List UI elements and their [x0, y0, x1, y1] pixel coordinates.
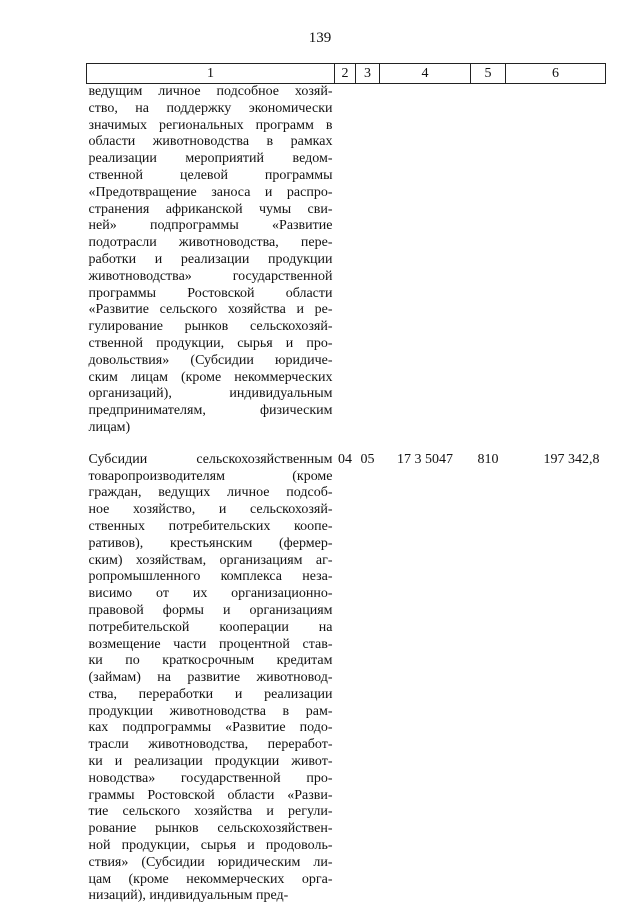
- description-line: довольствия» (Субсидии юридиче-: [88, 352, 333, 368]
- section-code: [335, 84, 356, 437]
- description-line: ративов), крестьянским (фермер-: [88, 535, 333, 551]
- description-line: программы Ростовской области: [88, 285, 333, 301]
- description-line: трасли животноводства, переработ-: [88, 737, 333, 753]
- table-row: [87, 84, 606, 437]
- column-header-6: 6: [506, 64, 606, 84]
- description-line: предпринимателям, физическим: [88, 403, 333, 419]
- description-line: (займам) на развитие животновод-: [88, 670, 333, 686]
- description-line: правовой формы и организациям: [88, 602, 333, 618]
- description-line: ках подпрограммы «Развитие подо-: [88, 720, 333, 736]
- description-line: ропромышленного комплекса неза-: [88, 569, 333, 585]
- description-line: «Предотвращение заноса и распро-: [88, 184, 333, 200]
- description-line: граммы Ростовской области «Разви-: [88, 787, 333, 803]
- description-line: висимо от их организационно-: [88, 586, 333, 602]
- row-description: [87, 84, 335, 437]
- description-line: области животноводства в рамках: [88, 134, 333, 150]
- description-line: ство, на поддержку экономически: [88, 100, 333, 116]
- description-line: подотрасли животноводства, пере-: [88, 235, 333, 251]
- description-line: товаропроизводителям (кроме: [88, 468, 333, 484]
- description-line: возмещение части процентной став-: [88, 636, 333, 652]
- section-code: 04: [338, 451, 352, 467]
- target-article-code: [380, 84, 471, 437]
- description-line: тие сельского хозяйства и регули-: [88, 804, 333, 820]
- column-header-5: 5: [471, 64, 506, 84]
- description-line: работки и реализации продукции: [88, 251, 333, 267]
- amount: [506, 84, 606, 437]
- subsection-code: [356, 84, 380, 437]
- description-line: ским лицам (кроме некоммерческих: [88, 369, 333, 385]
- description-line: ной продукции, сырья и продоволь-: [88, 838, 333, 854]
- description-line: ственных потребительских коопе-: [88, 518, 333, 534]
- column-header-3: 3: [356, 64, 380, 84]
- column-header-4: 4: [380, 64, 471, 84]
- description-line: ственной продукции, сырья и про-: [88, 335, 333, 351]
- description-line: ства, переработки и реализации: [88, 686, 333, 702]
- description-line: новодства» государственной про-: [88, 770, 333, 786]
- description-line: потребительской кооперации на: [88, 619, 333, 635]
- description-line: животноводства» государственной: [88, 268, 333, 284]
- subsection-code: 05: [360, 451, 375, 467]
- description-line: низаций), индивидуальным пред-: [88, 888, 289, 904]
- description-line: организаций), индивидуальным: [88, 386, 333, 402]
- description-line: граждан, ведущих личное подсоб-: [88, 485, 333, 501]
- description-line: ствия» (Субсидии юридическим ли-: [88, 854, 333, 870]
- target-article-code: 17 3 5047: [397, 451, 453, 467]
- page-number: 139: [308, 30, 332, 46]
- description-line: «Развитие сельского хозяйства и ре-: [88, 302, 333, 318]
- description-line: ней» подпрограммы «Развитие: [88, 218, 333, 234]
- description-line: рование рынков сельскохозяйствен-: [88, 821, 333, 837]
- description-line: ским) хозяйствам, организациям аг-: [88, 552, 333, 568]
- description-line: странения африканской чумы сви-: [88, 201, 333, 217]
- description-line: ственной целевой программы: [88, 167, 333, 183]
- expense-type-code: [471, 84, 506, 437]
- table-row: [87, 452, 606, 905]
- description-line: ки и реализации продукции живот-: [88, 754, 333, 770]
- description-line: реализации мероприятий ведом-: [88, 151, 333, 167]
- budget-table: [86, 63, 606, 905]
- expense-type-code: 810: [477, 451, 499, 467]
- column-header-2: 2: [335, 64, 356, 84]
- description-line: продукции животноводства в рам-: [88, 703, 333, 719]
- description-line: значимых региональных программ в: [88, 117, 333, 133]
- description-line: ное хозяйство, и сельскохозяй-: [88, 502, 333, 518]
- description-line: ведущим личное подсобное хозяй-: [88, 84, 333, 99]
- description-line: ки по краткосрочным кредитам: [88, 653, 333, 669]
- row-gap: [87, 437, 606, 452]
- description-line: цам (кроме некоммерческих орга-: [88, 871, 333, 887]
- row-description: [87, 452, 335, 905]
- table-header-row: [87, 64, 606, 84]
- amount: 197 342,8: [543, 451, 600, 467]
- description-line: Субсидии сельскохозяйственным: [88, 451, 333, 467]
- description-line: гулирование рынков сельскохозяй-: [88, 319, 333, 335]
- column-header-1: 1: [87, 64, 335, 84]
- description-line: лицам): [88, 419, 131, 435]
